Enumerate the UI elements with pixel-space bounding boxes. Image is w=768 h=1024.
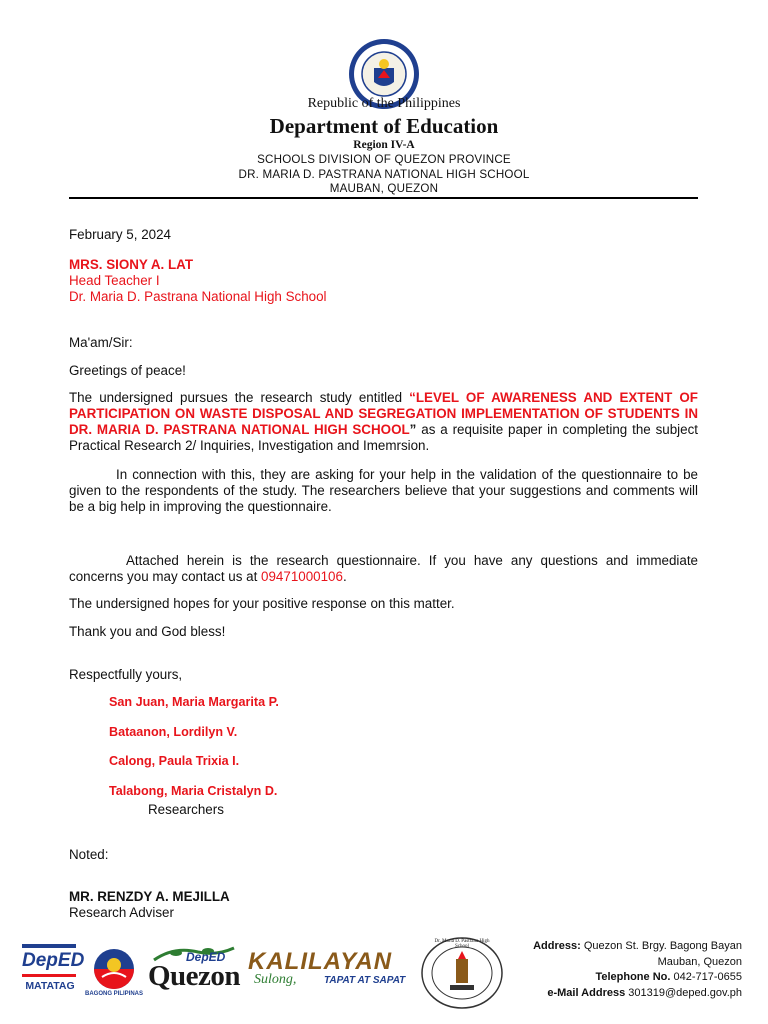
- researcher-name: Bataanon, Lordilyn V.: [109, 725, 238, 739]
- recipient-school: Dr. Maria D. Pastrana National High School: [69, 289, 327, 304]
- deped-matatag-logo: [22, 944, 85, 1000]
- p1-close-quote: ”: [409, 422, 417, 437]
- matatag-logo-text: MATATAG: [25, 980, 75, 992]
- noted-label: Noted:: [69, 847, 109, 862]
- footer-address-block: [482, 939, 742, 1001]
- paragraph-attached: [69, 553, 698, 585]
- kalilayan-sub-text: Sulong,: [254, 972, 297, 987]
- paragraph-study: [69, 390, 698, 454]
- letter-date: February 5, 2024: [69, 227, 171, 242]
- adviser-name: MR. RENZDY A. MEJILLA: [69, 889, 230, 904]
- paragraph-thanks: Thank you and God bless!: [69, 624, 226, 639]
- location-line: MAUBAN, QUEZON: [329, 182, 439, 195]
- kalilayan-logo: [248, 950, 414, 992]
- researcher-name: San Juan, Maria Margarita P.: [109, 695, 279, 709]
- deped-logo-text: DepED: [22, 950, 85, 971]
- school-line: DR. MARIA D. PASTRANA NATIONAL HIGH SCHOOL: [238, 168, 530, 181]
- kalilayan-text: KALILAYAN: [248, 948, 393, 975]
- telephone-line: [482, 970, 742, 986]
- p1-prefix: The undersigned pursues the research study entitled: [69, 390, 410, 405]
- recipient-name: MRS. SIONY A. LAT: [69, 257, 193, 272]
- p1-suffix: as a requisite paper in completing the subject Practical Research 2/ Inquiries, Investigation and Imemrsion.: [69, 422, 699, 453]
- deped-quezon-top-text: DepED: [186, 950, 226, 964]
- paragraph-validation: In connection with this, they are asking for your help in the validation of the questionnaire to be given to the respondents of the study. The researchers believe that your suggestions and comments will be a big help in improving the questionnaire.: [69, 467, 698, 514]
- p3-prefix: Attached herein is the research questionnaire. If you have any questions and immediate concerns you may contact us at: [69, 553, 698, 584]
- adviser-title: Research Adviser: [69, 905, 174, 920]
- region-line: Region IV-A: [353, 139, 415, 151]
- paragraph-hopes: The undersigned hopes for your positive response on this matter.: [69, 596, 455, 611]
- republic-line: Republic of the Philippines: [307, 96, 461, 111]
- telephone-value: 042-717-0655: [673, 971, 742, 983]
- email-line: [482, 986, 742, 1002]
- department-title: Department of Education: [269, 114, 499, 138]
- closing: Respectfully yours,: [69, 667, 183, 682]
- bagong-pilipinas-logo: [84, 947, 143, 1003]
- researcher-name: Talabong, Maria Cristalyn D.: [109, 784, 278, 798]
- p1-open-quote: “: [409, 390, 416, 405]
- address-label: Address:: [533, 940, 581, 952]
- address-value-1: Quezon St. Brgy. Bagong Bayan: [583, 940, 742, 952]
- p3-suffix: .: [342, 569, 347, 584]
- email-value: 301319@deped.gov.ph: [628, 986, 742, 999]
- bagong-pilipinas-text: BAGONG PILIPINAS: [84, 991, 143, 997]
- quezon-logo-text: Quezon: [148, 960, 241, 992]
- address-line-2: Mauban, Quezon: [657, 955, 742, 968]
- address-line-1: [482, 939, 742, 955]
- recipient-title: Head Teacher I: [69, 273, 160, 288]
- school-seal-text: Dr. Maria D. Pastrana High School: [434, 939, 490, 949]
- bagong-pilipinas-icon: [88, 947, 140, 991]
- email-label: e-Mail Address: [547, 986, 626, 999]
- division-line: SCHOOLS DIVISION OF QUEZON PROVINCE: [257, 153, 511, 166]
- researcher-name: Calong, Paula Trixia I.: [109, 754, 240, 768]
- telephone-label: Telephone No.: [595, 971, 671, 983]
- salutation: Ma'am/Sir:: [69, 335, 133, 350]
- greeting: Greetings of peace!: [69, 363, 186, 378]
- header-divider: [69, 197, 698, 199]
- researchers-label: Researchers: [148, 802, 224, 817]
- kalilayan-tag-text: TAPAT AT SAPAT: [324, 975, 406, 986]
- study-title: LEVEL OF AWARENESS AND EXTENT OF PARTICIPATION ON WASTE DISPOSAL AND SEGREGATION IMPLEMENTATION OF STUDENTS IN DR. MARIA D. PASTRANA NATIONAL HIGH SCHOOL: [69, 390, 698, 437]
- contact-phone: 09471000106: [261, 569, 343, 584]
- deped-quezon-logo: [146, 944, 242, 994]
